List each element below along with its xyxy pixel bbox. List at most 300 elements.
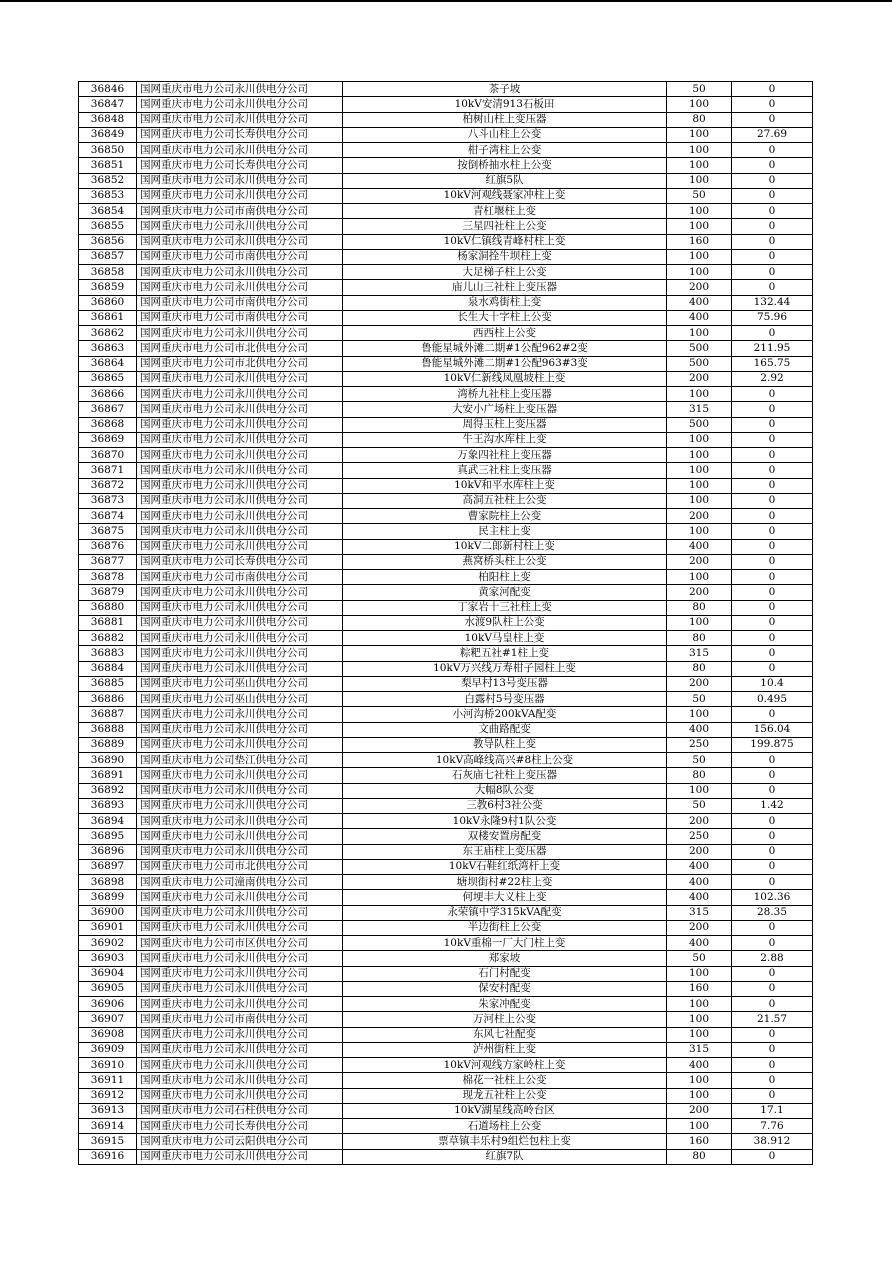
row-id-cell: 36916	[79, 1149, 137, 1164]
transformer-name-cell: 湾桥九社柱上变压器	[343, 387, 667, 402]
company-cell: 国网重庆市电力公司永川供电分公司	[137, 905, 343, 920]
page-top-border	[0, 0, 892, 2]
table-row	[79, 554, 813, 569]
capacity-cell: 100	[667, 448, 732, 463]
load-cell: 132.44	[732, 295, 813, 310]
load-cell: 211.95	[732, 341, 813, 356]
load-cell: 7.76	[732, 1119, 813, 1134]
table-row	[79, 646, 813, 661]
capacity-cell: 100	[667, 997, 732, 1012]
table-row	[79, 432, 813, 447]
capacity-cell: 315	[667, 905, 732, 920]
capacity-cell: 400	[667, 1058, 732, 1073]
table-row	[79, 737, 813, 752]
table-row	[79, 966, 813, 981]
table-row	[79, 173, 813, 188]
table-row	[79, 234, 813, 249]
transformer-name-cell: 八斗山柱上公变	[343, 127, 667, 142]
row-id-cell: 36913	[79, 1103, 137, 1118]
row-id-cell: 36869	[79, 432, 137, 447]
table-row	[79, 1012, 813, 1027]
row-id-cell: 36868	[79, 417, 137, 432]
load-cell: 0	[732, 173, 813, 188]
table-row	[79, 326, 813, 341]
company-cell: 国网重庆市电力公司永川供电分公司	[137, 844, 343, 859]
load-cell: 38.912	[732, 1134, 813, 1149]
company-cell: 国网重庆市电力公司永川供电分公司	[137, 1058, 343, 1073]
company-cell: 国网重庆市电力公司永川供电分公司	[137, 493, 343, 508]
transformer-name-cell: 10kV万兴线万寿柑子园柱上变	[343, 661, 667, 676]
row-id-cell: 36876	[79, 539, 137, 554]
row-id-cell: 36909	[79, 1042, 137, 1057]
capacity-cell: 500	[667, 356, 732, 371]
load-cell: 0	[732, 1073, 813, 1088]
company-cell: 国网重庆市电力公司永川供电分公司	[137, 1149, 343, 1164]
company-cell: 国网重庆市电力公司永川供电分公司	[137, 82, 343, 97]
capacity-cell: 100	[667, 707, 732, 722]
capacity-cell: 200	[667, 676, 732, 691]
table-row	[79, 143, 813, 158]
capacity-cell: 50	[667, 951, 732, 966]
company-cell: 国网重庆市电力公司长寿供电分公司	[137, 127, 343, 142]
company-cell: 国网重庆市电力公司永川供电分公司	[137, 280, 343, 295]
capacity-cell: 100	[667, 97, 732, 112]
table-row	[79, 676, 813, 691]
company-cell: 国网重庆市电力公司市北供电分公司	[137, 356, 343, 371]
row-id-cell: 36884	[79, 661, 137, 676]
table-row	[79, 310, 813, 325]
load-cell: 0	[732, 219, 813, 234]
company-cell: 国网重庆市电力公司永川供电分公司	[137, 615, 343, 630]
transformer-name-cell: 泉水鸡街柱上变	[343, 295, 667, 310]
capacity-cell: 100	[667, 493, 732, 508]
transformer-name-cell: 永荣镇中学315kVA配变	[343, 905, 667, 920]
transformer-name-cell: 10kV湖星线高岭台区	[343, 1103, 667, 1118]
table-row	[79, 798, 813, 813]
company-cell: 国网重庆市电力公司云阳供电分公司	[137, 1134, 343, 1149]
load-cell: 0	[732, 585, 813, 600]
table-row	[79, 936, 813, 951]
company-cell: 国网重庆市电力公司永川供电分公司	[137, 417, 343, 432]
company-cell: 国网重庆市电力公司永川供电分公司	[137, 1088, 343, 1103]
capacity-cell: 500	[667, 417, 732, 432]
table-row	[79, 859, 813, 874]
company-cell: 国网重庆市电力公司永川供电分公司	[137, 97, 343, 112]
table-row	[79, 890, 813, 905]
transformer-name-cell: 10kV二郎新村柱上变	[343, 539, 667, 554]
row-id-cell: 36860	[79, 295, 137, 310]
transformer-name-cell: 10kV和平水库柱上变	[343, 478, 667, 493]
capacity-cell: 100	[667, 1088, 732, 1103]
transformer-name-cell: 半边街柱上公变	[343, 920, 667, 935]
row-id-cell: 36880	[79, 600, 137, 615]
transformer-name-cell: 燕窝桥头柱上公变	[343, 554, 667, 569]
row-id-cell: 36850	[79, 143, 137, 158]
capacity-cell: 315	[667, 402, 732, 417]
capacity-cell: 160	[667, 1134, 732, 1149]
capacity-cell: 100	[667, 1119, 732, 1134]
transformer-name-cell: 白露村5号变压器	[343, 692, 667, 707]
capacity-cell: 100	[667, 204, 732, 219]
row-id-cell: 36874	[79, 509, 137, 524]
load-cell: 0	[732, 1027, 813, 1042]
company-cell: 国网重庆市电力公司永川供电分公司	[137, 951, 343, 966]
company-cell: 国网重庆市电力公司永川供电分公司	[137, 448, 343, 463]
company-cell: 国网重庆市电力公司市北供电分公司	[137, 859, 343, 874]
load-cell: 0	[732, 326, 813, 341]
load-cell: 0	[732, 478, 813, 493]
row-id-cell: 36882	[79, 631, 137, 646]
capacity-cell: 200	[667, 509, 732, 524]
company-cell: 国网重庆市电力公司永川供电分公司	[137, 966, 343, 981]
capacity-cell: 200	[667, 920, 732, 935]
company-cell: 国网重庆市电力公司永川供电分公司	[137, 539, 343, 554]
table-row	[79, 509, 813, 524]
capacity-cell: 100	[667, 127, 732, 142]
company-cell: 国网重庆市电力公司市南供电分公司	[137, 204, 343, 219]
table-row	[79, 631, 813, 646]
capacity-cell: 160	[667, 981, 732, 996]
company-cell: 国网重庆市电力公司永川供电分公司	[137, 402, 343, 417]
load-cell: 0	[732, 875, 813, 890]
row-id-cell: 36853	[79, 188, 137, 203]
capacity-cell: 100	[667, 615, 732, 630]
row-id-cell: 36904	[79, 966, 137, 981]
table-row	[79, 341, 813, 356]
transformer-name-cell: 双楼安置房配变	[343, 829, 667, 844]
table-row	[79, 1073, 813, 1088]
capacity-cell: 100	[667, 326, 732, 341]
row-id-cell: 36862	[79, 326, 137, 341]
transformer-name-cell: 三教6村3社公变	[343, 798, 667, 813]
row-id-cell: 36872	[79, 478, 137, 493]
table-row	[79, 905, 813, 920]
transformer-name-cell: 曹家院柱上公变	[343, 509, 667, 524]
transformer-name-cell: 10kV河观线聂家冲柱上变	[343, 188, 667, 203]
company-cell: 国网重庆市电力公司永川供电分公司	[137, 722, 343, 737]
transformer-name-cell: 红旗7队	[343, 1149, 667, 1164]
table-row	[79, 417, 813, 432]
capacity-cell: 50	[667, 692, 732, 707]
capacity-cell: 80	[667, 600, 732, 615]
transformer-name-cell: 长生大十字柱上公变	[343, 310, 667, 325]
transformer-name-cell: 庙儿山三社柱上变压器	[343, 280, 667, 295]
company-cell: 国网重庆市电力公司永川供电分公司	[137, 814, 343, 829]
transformer-name-cell: 丁家岩十三社柱上变	[343, 600, 667, 615]
table-row	[79, 188, 813, 203]
table-row	[79, 402, 813, 417]
company-cell: 国网重庆市电力公司市区供电分公司	[137, 936, 343, 951]
table-row	[79, 768, 813, 783]
transformer-name-cell: 柏树山柱上变压器	[343, 112, 667, 127]
table-row	[79, 844, 813, 859]
transformer-name-cell: 棉花一社柱上公变	[343, 1073, 667, 1088]
capacity-cell: 80	[667, 631, 732, 646]
row-id-cell: 36875	[79, 524, 137, 539]
load-cell: 0	[732, 112, 813, 127]
load-cell: 0	[732, 966, 813, 981]
capacity-cell: 50	[667, 753, 732, 768]
capacity-cell: 80	[667, 768, 732, 783]
transformer-name-cell: 文曲路配变	[343, 722, 667, 737]
row-id-cell: 36864	[79, 356, 137, 371]
transformer-name-cell: 茶子坡	[343, 82, 667, 97]
table-row	[79, 493, 813, 508]
row-id-cell: 36883	[79, 646, 137, 661]
transformer-name-cell: 郑家坡	[343, 951, 667, 966]
row-id-cell: 36897	[79, 859, 137, 874]
transformer-name-cell: 10kV马皇柱上变	[343, 631, 667, 646]
company-cell: 国网重庆市电力公司永川供电分公司	[137, 981, 343, 996]
table-row	[79, 265, 813, 280]
row-id-cell: 36848	[79, 112, 137, 127]
transformer-name-cell: 10kV永隆9村1队公变	[343, 814, 667, 829]
capacity-cell: 200	[667, 280, 732, 295]
transformer-name-cell: 石道场柱上公变	[343, 1119, 667, 1134]
load-cell: 0	[732, 997, 813, 1012]
load-cell: 2.88	[732, 951, 813, 966]
load-cell: 28.35	[732, 905, 813, 920]
table-row	[79, 981, 813, 996]
company-cell: 国网重庆市电力公司永川供电分公司	[137, 600, 343, 615]
capacity-cell: 100	[667, 478, 732, 493]
capacity-cell: 100	[667, 783, 732, 798]
table-row	[79, 814, 813, 829]
capacity-cell: 400	[667, 310, 732, 325]
company-cell: 国网重庆市电力公司永川供电分公司	[137, 920, 343, 935]
load-cell: 0	[732, 463, 813, 478]
capacity-cell: 315	[667, 1042, 732, 1057]
capacity-cell: 250	[667, 737, 732, 752]
table-row	[79, 249, 813, 264]
capacity-cell: 100	[667, 249, 732, 264]
load-cell: 0	[732, 432, 813, 447]
company-cell: 国网重庆市电力公司长寿供电分公司	[137, 1119, 343, 1134]
load-cell: 0	[732, 981, 813, 996]
transformer-name-cell: 西西柱上公变	[343, 326, 667, 341]
table-row	[79, 463, 813, 478]
company-cell: 国网重庆市电力公司永川供电分公司	[137, 1073, 343, 1088]
transformer-name-cell: 三星四社柱上公变	[343, 219, 667, 234]
row-id-cell: 36889	[79, 737, 137, 752]
table-row	[79, 539, 813, 554]
company-cell: 国网重庆市电力公司市北供电分公司	[137, 341, 343, 356]
row-id-cell: 36892	[79, 783, 137, 798]
capacity-cell: 100	[667, 1073, 732, 1088]
capacity-cell: 100	[667, 173, 732, 188]
capacity-cell: 315	[667, 646, 732, 661]
load-cell: 0	[732, 402, 813, 417]
company-cell: 国网重庆市电力公司永川供电分公司	[137, 661, 343, 676]
table-row	[79, 478, 813, 493]
row-id-cell: 36910	[79, 1058, 137, 1073]
load-cell: 2.92	[732, 371, 813, 386]
transformer-name-cell: 大幅8队公变	[343, 783, 667, 798]
transformer-name-cell: 杨家洞拴牛坝柱上变	[343, 249, 667, 264]
table-row	[79, 371, 813, 386]
transformer-name-cell: 小河沟桥200kVA配变	[343, 707, 667, 722]
capacity-cell: 80	[667, 661, 732, 676]
transformer-name-cell: 东王庙柱上变压器	[343, 844, 667, 859]
capacity-cell: 100	[667, 143, 732, 158]
table-row	[79, 875, 813, 890]
transformer-name-cell: 周得玉柱上变压器	[343, 417, 667, 432]
row-id-cell: 36871	[79, 463, 137, 478]
row-id-cell: 36898	[79, 875, 137, 890]
capacity-cell: 400	[667, 722, 732, 737]
capacity-cell: 100	[667, 966, 732, 981]
row-id-cell: 36887	[79, 707, 137, 722]
capacity-cell: 100	[667, 432, 732, 447]
load-cell: 0	[732, 82, 813, 97]
transformer-name-cell: 万河柱上公变	[343, 1012, 667, 1027]
row-id-cell: 36901	[79, 920, 137, 935]
capacity-cell: 200	[667, 1103, 732, 1118]
company-cell: 国网重庆市电力公司永川供电分公司	[137, 585, 343, 600]
transformer-name-cell: 水渡9队柱上公变	[343, 615, 667, 630]
capacity-cell: 50	[667, 82, 732, 97]
company-cell: 国网重庆市电力公司永川供电分公司	[137, 509, 343, 524]
table-row	[79, 387, 813, 402]
load-cell: 0	[732, 265, 813, 280]
load-cell: 0	[732, 661, 813, 676]
load-cell: 156.04	[732, 722, 813, 737]
transformer-name-cell: 东风七社配变	[343, 1027, 667, 1042]
table-row	[79, 219, 813, 234]
table-row	[79, 585, 813, 600]
load-cell: 199.875	[732, 737, 813, 752]
transformer-name-cell: 鲁能星城外滩二期#1公配963#3变	[343, 356, 667, 371]
capacity-cell: 400	[667, 936, 732, 951]
row-id-cell: 36894	[79, 814, 137, 829]
table-row	[79, 1027, 813, 1042]
transformer-name-cell: 红旗5队	[343, 173, 667, 188]
company-cell: 国网重庆市电力公司巫山供电分公司	[137, 692, 343, 707]
table-row	[79, 829, 813, 844]
company-cell: 国网重庆市电力公司永川供电分公司	[137, 265, 343, 280]
capacity-cell: 200	[667, 554, 732, 569]
table-row	[79, 524, 813, 539]
company-cell: 国网重庆市电力公司永川供电分公司	[137, 234, 343, 249]
load-cell: 0	[732, 631, 813, 646]
row-id-cell: 36877	[79, 554, 137, 569]
capacity-cell: 400	[667, 875, 732, 890]
company-cell: 国网重庆市电力公司永川供电分公司	[137, 707, 343, 722]
row-id-cell: 36846	[79, 82, 137, 97]
transformer-name-cell: 泸州街柱上变	[343, 1042, 667, 1057]
table-row	[79, 722, 813, 737]
load-cell: 0	[732, 158, 813, 173]
row-id-cell: 36870	[79, 448, 137, 463]
row-id-cell: 36852	[79, 173, 137, 188]
table-row	[79, 204, 813, 219]
load-cell: 0	[732, 249, 813, 264]
table-row	[79, 1042, 813, 1057]
capacity-cell: 100	[667, 524, 732, 539]
load-cell: 0	[732, 493, 813, 508]
row-id-cell: 36851	[79, 158, 137, 173]
transformer-name-cell: 柑子湾柱上公变	[343, 143, 667, 158]
row-id-cell: 36893	[79, 798, 137, 813]
company-cell: 国网重庆市电力公司永川供电分公司	[137, 326, 343, 341]
capacity-cell: 200	[667, 371, 732, 386]
row-id-cell: 36907	[79, 1012, 137, 1027]
capacity-cell: 80	[667, 1149, 732, 1164]
table-row	[79, 1103, 813, 1118]
company-cell: 国网重庆市电力公司永川供电分公司	[137, 783, 343, 798]
transformer-name-cell: 青杠堰柱上变	[343, 204, 667, 219]
table-row	[79, 707, 813, 722]
row-id-cell: 36915	[79, 1134, 137, 1149]
row-id-cell: 36900	[79, 905, 137, 920]
company-cell: 国网重庆市电力公司永川供电分公司	[137, 1042, 343, 1057]
row-id-cell: 36855	[79, 219, 137, 234]
load-cell: 75.96	[732, 310, 813, 325]
row-id-cell: 36857	[79, 249, 137, 264]
capacity-cell: 100	[667, 570, 732, 585]
capacity-cell: 160	[667, 234, 732, 249]
table-row	[79, 295, 813, 310]
load-cell: 0	[732, 554, 813, 569]
company-cell: 国网重庆市电力公司市南供电分公司	[137, 310, 343, 325]
load-cell: 0	[732, 417, 813, 432]
company-cell: 国网重庆市电力公司永川供电分公司	[137, 143, 343, 158]
table-row	[79, 570, 813, 585]
company-cell: 国网重庆市电力公司永川供电分公司	[137, 798, 343, 813]
load-cell: 0	[732, 783, 813, 798]
row-id-cell: 36905	[79, 981, 137, 996]
capacity-cell: 100	[667, 1027, 732, 1042]
transformer-name-cell: 教导队柱上变	[343, 737, 667, 752]
table-row	[79, 280, 813, 295]
row-id-cell: 36899	[79, 890, 137, 905]
transformer-name-cell: 石灰庙七社柱上变压器	[343, 768, 667, 783]
row-id-cell: 36854	[79, 204, 137, 219]
table-row	[79, 158, 813, 173]
load-cell: 0	[732, 509, 813, 524]
company-cell: 国网重庆市电力公司巫山供电分公司	[137, 676, 343, 691]
company-cell: 国网重庆市电力公司永川供电分公司	[137, 432, 343, 447]
load-cell: 0	[732, 707, 813, 722]
load-cell: 21.57	[732, 1012, 813, 1027]
table-row	[79, 997, 813, 1012]
transformer-name-cell: 粽粑五社#1柱上变	[343, 646, 667, 661]
table-row	[79, 783, 813, 798]
load-cell: 0	[732, 936, 813, 951]
capacity-cell: 100	[667, 463, 732, 478]
transformer-name-cell: 柏阳柱上变	[343, 570, 667, 585]
row-id-cell: 36888	[79, 722, 137, 737]
row-id-cell: 36879	[79, 585, 137, 600]
capacity-cell: 100	[667, 158, 732, 173]
company-cell: 国网重庆市电力公司市南供电分公司	[137, 1012, 343, 1027]
company-cell: 国网重庆市电力公司石柱供电分公司	[137, 1103, 343, 1118]
company-cell: 国网重庆市电力公司垫江供电分公司	[137, 753, 343, 768]
transformer-name-cell: 10kV仁新线凤凰坡柱上变	[343, 371, 667, 386]
row-id-cell: 36906	[79, 997, 137, 1012]
load-cell: 0	[732, 920, 813, 935]
transformer-name-cell: 按倒桥抽水柱上公变	[343, 158, 667, 173]
transformer-name-cell: 10kV安清913石板田	[343, 97, 667, 112]
table-row	[79, 753, 813, 768]
load-cell: 0	[732, 814, 813, 829]
transformer-name-cell: 大安小广场柱上变压器	[343, 402, 667, 417]
row-id-cell: 36912	[79, 1088, 137, 1103]
company-cell: 国网重庆市电力公司永川供电分公司	[137, 219, 343, 234]
table-row	[79, 600, 813, 615]
capacity-cell: 50	[667, 188, 732, 203]
capacity-cell: 200	[667, 844, 732, 859]
